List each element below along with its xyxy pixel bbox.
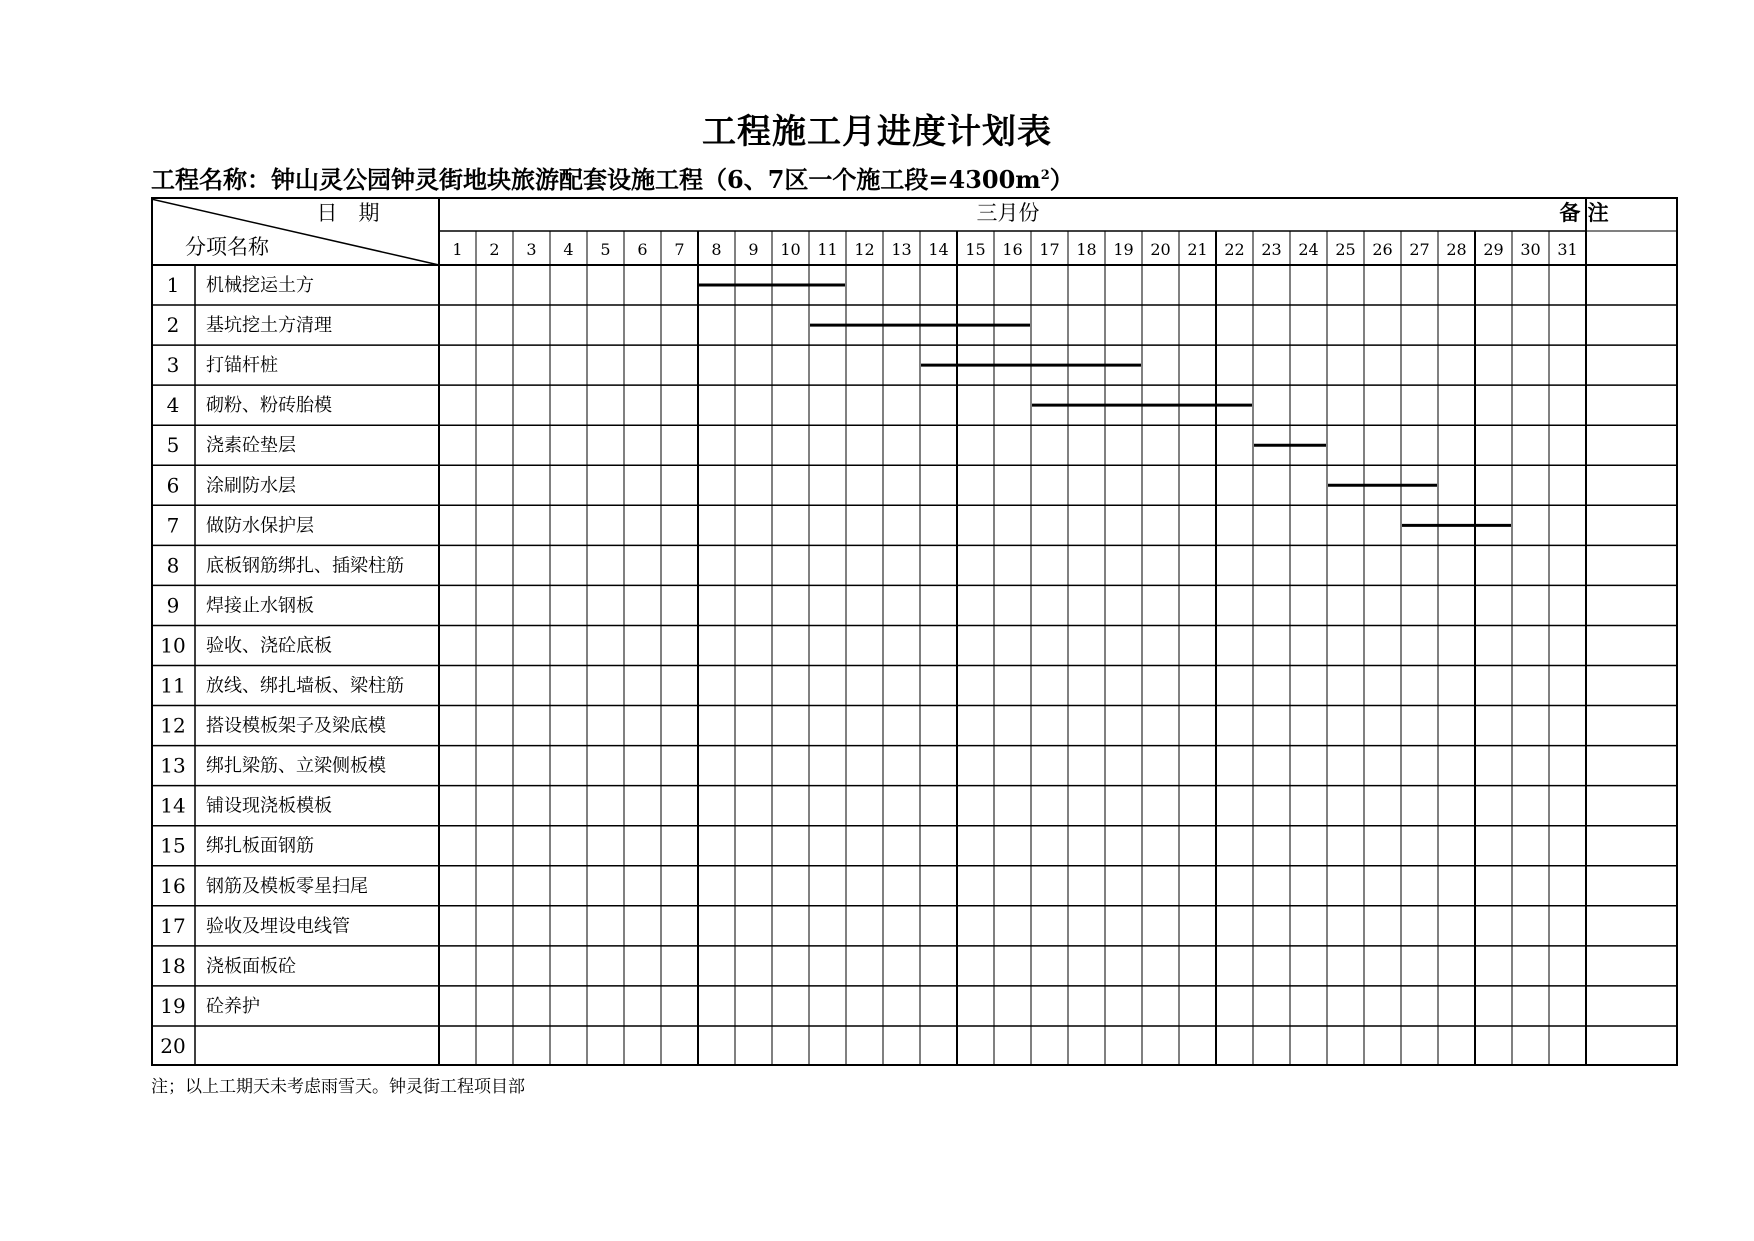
task-name: 搭设模板架子及梁底模 [206,715,386,737]
row-number: 4 [166,393,180,418]
row-number: 3 [166,353,180,378]
task-name: 焊接止水钢板 [206,595,314,617]
day-number: 23 [1261,240,1282,259]
row-number: 19 [160,993,186,1018]
day-number: 19 [1113,240,1134,259]
day-number: 2 [489,240,500,259]
row-number: 2 [166,313,180,338]
day-number: 12 [854,240,875,259]
row-number: 8 [166,553,180,578]
task-name: 钢筋及模板零星扫尾 [206,875,368,897]
project-label: 工程名称： [151,165,271,194]
date-header-label: 日 期 [316,201,380,225]
row-number: 7 [166,513,180,538]
day-number: 16 [1002,240,1023,259]
row-number: 13 [160,753,186,778]
row-number: 10 [160,633,186,658]
task-name: 底板钢筋绑扎、插梁柱筋 [206,555,404,577]
schedule-table [151,197,1678,1066]
day-number: 9 [748,240,759,259]
day-number: 24 [1298,240,1319,259]
month-header: 三月份 [976,201,1040,225]
task-name: 涂刷防水层 [206,475,296,497]
row-number: 6 [166,473,180,498]
remark-header: 备 注 [1559,200,1609,225]
task-name: 绑扎板面钢筋 [206,835,314,857]
task-name: 做防水保护层 [206,515,314,537]
day-number: 17 [1039,240,1060,259]
row-number: 15 [160,833,186,858]
day-number: 27 [1409,240,1430,259]
day-number: 10 [780,240,801,259]
task-name: 砌粉、粉砖胎模 [206,395,332,417]
project-name-text: 钟山灵公园钟灵街地块旅游配套设施工程（6、7区一个施工段=4300m [271,165,1041,194]
task-name: 机械挖运土方 [206,275,314,297]
row-number: 11 [160,673,186,698]
item-header-label: 分项名称 [185,235,269,259]
project-suffix: ） [1049,165,1074,194]
day-number: 6 [637,240,648,259]
day-number: 14 [928,240,949,259]
row-number: 1 [166,273,180,298]
row-number: 9 [166,593,180,618]
day-number: 4 [563,240,574,259]
row-number: 16 [160,873,186,898]
day-number: 21 [1187,240,1208,259]
day-number: 3 [526,240,537,259]
table-border [152,198,1677,1065]
project-name [151,160,1074,195]
task-name: 验收、浇砼底板 [206,635,332,657]
day-number: 30 [1520,240,1541,259]
task-name: 放线、绑扎墙板、梁柱筋 [206,675,404,697]
task-name: 打锚杆桩 [206,355,278,377]
day-number: 29 [1483,240,1504,259]
day-number: 15 [965,240,986,259]
day-number: 18 [1076,240,1097,259]
table-grid [151,197,1678,1066]
day-number: 13 [891,240,912,259]
day-number: 28 [1446,240,1467,259]
task-name: 绑扎梁筋、立梁侧板模 [206,755,386,777]
row-number: 18 [160,953,186,978]
row-number: 12 [160,713,186,738]
day-number: 8 [711,240,722,259]
footnote: 注；以上工期天未考虑雨雪天。钟灵街工程项目部 [151,1077,525,1097]
row-number: 14 [160,793,186,818]
row-number: 20 [160,1033,186,1058]
row-number: 5 [166,433,180,458]
day-number: 11 [817,240,838,259]
row-number: 17 [160,913,186,938]
day-number: 20 [1150,240,1171,259]
task-name: 砼养护 [206,995,260,1017]
unit-superscript: 2 [1040,168,1050,183]
day-number: 31 [1557,240,1578,259]
day-number: 25 [1335,240,1356,259]
day-number: 5 [600,240,611,259]
day-number: 22 [1224,240,1245,259]
table-text [160,200,1608,1058]
task-name: 浇板面板砼 [206,955,296,977]
page-title: 工程施工月进度计划表 [702,112,1052,152]
task-name: 基坑挖土方清理 [206,315,332,337]
task-name: 铺设现浇板模板 [206,795,332,817]
day-number: 26 [1372,240,1393,259]
day-number: 7 [674,240,685,259]
day-number: 1 [452,240,463,259]
task-name: 验收及埋设电线管 [206,915,350,937]
task-name: 浇素砼垫层 [206,435,296,457]
